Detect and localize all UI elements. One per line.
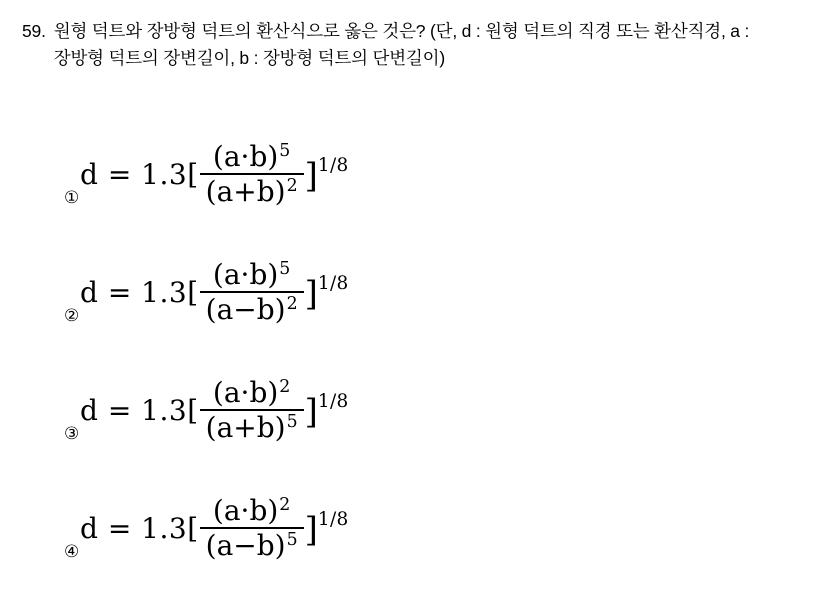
choice-option-3[interactable] bbox=[22, 330, 804, 448]
denominator-exponent: 2 bbox=[286, 293, 298, 314]
choice-option-1[interactable] bbox=[22, 94, 804, 212]
numerator-exponent: 5 bbox=[279, 258, 291, 279]
numerator-base: (a·b) bbox=[212, 494, 279, 528]
denominator-exponent: 2 bbox=[286, 175, 298, 196]
choice-list bbox=[22, 94, 804, 566]
outer-exponent: 1/8 bbox=[317, 508, 349, 530]
formula-lead: d = 1.3[ bbox=[80, 393, 199, 427]
numerator-exponent: 2 bbox=[279, 376, 291, 397]
fraction-numerator bbox=[207, 376, 296, 410]
closing-bracket: ] bbox=[304, 273, 318, 314]
choice-formula bbox=[80, 140, 804, 212]
choice-marker: ③ bbox=[64, 424, 80, 444]
choice-formula bbox=[80, 376, 804, 448]
numerator-base: (a·b) bbox=[212, 376, 279, 410]
fraction bbox=[200, 258, 304, 327]
fraction-numerator bbox=[207, 494, 296, 528]
question-number: 59. bbox=[22, 21, 46, 41]
numerator-exponent: 2 bbox=[279, 494, 291, 515]
question-text: 원형 덕트와 장방형 덕트의 환산식으로 옳은 것은? (단, d : 원형 덕트의 직경 또는 환산직경, a : 장방형 덕트의 장변길이, b : 장방형 덕트의 단변길이) bbox=[53, 21, 750, 69]
choice-marker: ① bbox=[64, 188, 80, 208]
closing-bracket: ] bbox=[304, 391, 318, 432]
denominator-base: (a+b) bbox=[205, 175, 286, 209]
choice-marker: ② bbox=[64, 306, 80, 326]
formula-lead: d = 1.3[ bbox=[80, 511, 199, 545]
denominator-base: (a−b) bbox=[205, 529, 286, 563]
choice-option-4[interactable] bbox=[22, 448, 804, 566]
numerator-exponent: 5 bbox=[279, 140, 291, 161]
numerator-base: (a·b) bbox=[212, 258, 279, 292]
fraction bbox=[200, 494, 304, 563]
closing-bracket: ] bbox=[304, 155, 318, 196]
formula-lead: d = 1.3[ bbox=[80, 157, 199, 191]
fraction-denominator bbox=[200, 173, 304, 209]
fraction-denominator bbox=[200, 527, 304, 563]
fraction bbox=[200, 376, 304, 445]
fraction-denominator bbox=[200, 409, 304, 445]
fraction-denominator bbox=[200, 291, 304, 327]
outer-exponent: 1/8 bbox=[317, 390, 349, 412]
outer-exponent: 1/8 bbox=[317, 272, 349, 294]
fraction bbox=[200, 140, 304, 209]
outer-exponent: 1/8 bbox=[317, 154, 349, 176]
denominator-exponent: 5 bbox=[286, 411, 298, 432]
question-block bbox=[22, 18, 804, 72]
closing-bracket: ] bbox=[304, 509, 318, 550]
numerator-base: (a·b) bbox=[212, 140, 279, 174]
fraction-numerator bbox=[207, 140, 296, 174]
denominator-exponent: 5 bbox=[286, 529, 298, 550]
choice-marker: ④ bbox=[64, 542, 80, 562]
fraction-numerator bbox=[207, 258, 296, 292]
denominator-base: (a+b) bbox=[205, 411, 286, 445]
choice-formula bbox=[80, 494, 804, 566]
choice-formula bbox=[80, 258, 804, 330]
denominator-base: (a−b) bbox=[205, 293, 286, 327]
formula-lead: d = 1.3[ bbox=[80, 275, 199, 309]
choice-option-2[interactable] bbox=[22, 212, 804, 330]
